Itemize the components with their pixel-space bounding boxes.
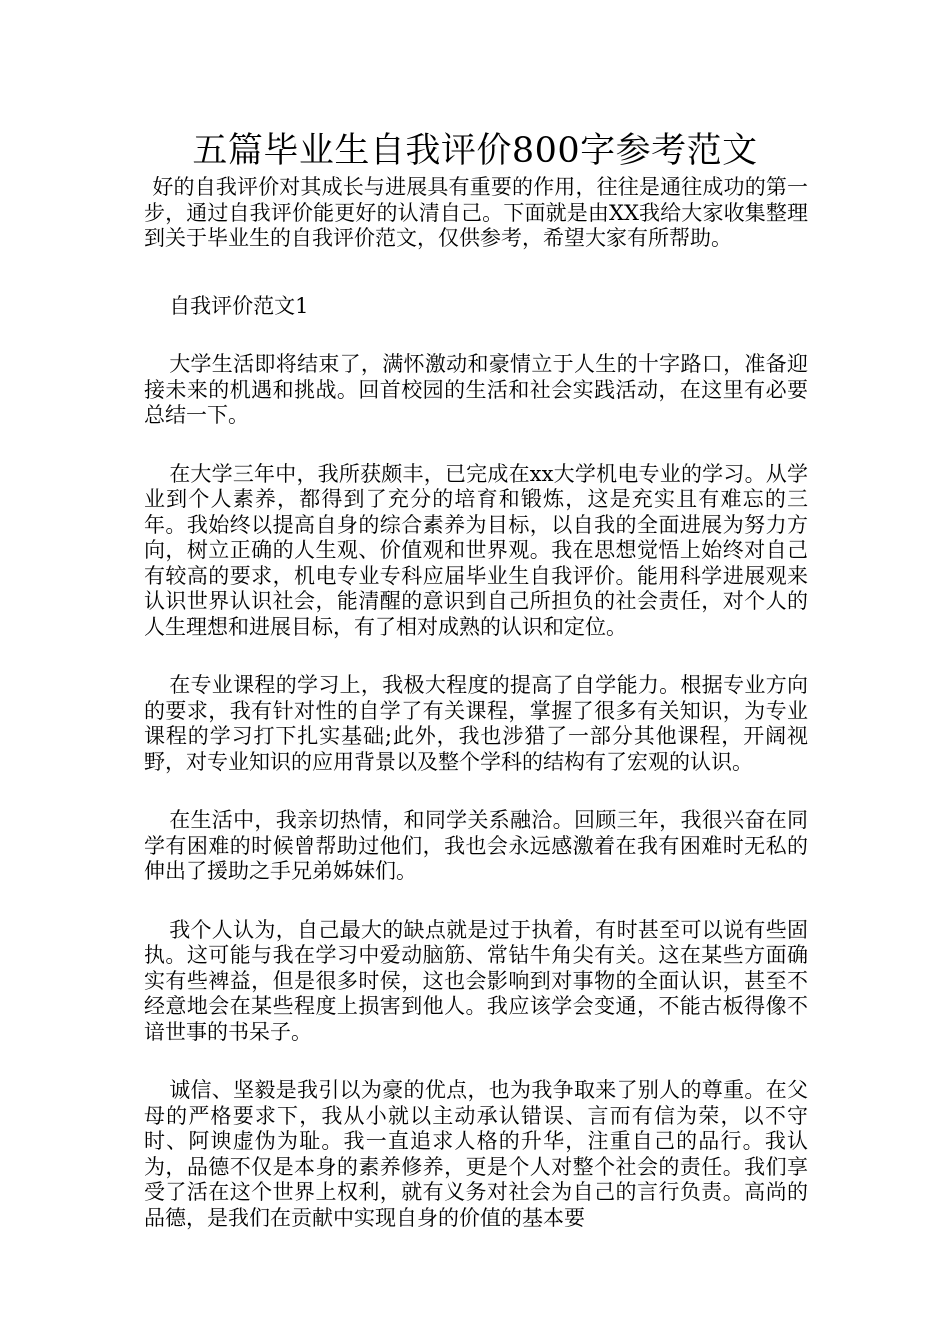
document-body: [144, 175, 808, 1231]
section-heading: 自我评价范文1: [169, 293, 309, 318]
intro-paragraph: 好的自我评价对其成长与进展具有重要的作用，往往是通往成功的第一步，通过自我评价能更好的认清自己。下面就是由XX我给大家收集整理到关于毕业生的自我评价范文，仅供参考，希望大家有所帮助。: [144, 175, 808, 250]
body-paragraph: 在专业课程的学习上，我极大程度的提高了自学能力。根据专业方向的要求，我有针对性的自学了有关课程，掌握了很多有关知识，为专业课程的学习打下扎实基础;此外，我也涉猎了一部分其他课程，开阔视野，对专业知识的应用背景以及整个学科的结构有了宏观的认识。: [144, 673, 808, 774]
body-paragraph: 大学生活即将结束了，满怀激动和豪情立于人生的十字路口，准备迎接未来的机遇和挑战。回首校园的生活和社会实践活动，在这里有必要总结一下。: [144, 352, 808, 427]
body-paragraph: 在生活中，我亲切热情，和同学关系融洽。回顾三年，我很兴奋在同学有困难的时候曾帮助过他们，我也会永远感激着在我有困难时无私的伸出了援助之手兄弟姊妹们。: [144, 808, 808, 883]
body-paragraph: 我个人认为，自己最大的缺点就是过于执着，有时甚至可以说有些固执。这可能与我在学习中爱动脑筋、常钻牛角尖有关。这在某些方面确实有些裨益，但是很多时侯，这也会影响到对事物的全面认识，甚至不经意地会在某些程度上损害到他人。我应该学会变通，不能古板得像不谙世事的书呆子。: [144, 917, 808, 1044]
document-title: 五篇毕业生自我评价800字参考范文: [192, 131, 758, 171]
body-paragraph: 诚信、坚毅是我引以为豪的优点，也为我争取来了别人的尊重。在父母的严格要求下，我从小就以主动承认错误、言而有信为荣，以不守时、阿谀虚伪为耻。我一直追求人格的升华，注重自己的品行。我认为，品德不仅是本身的素养修养，更是个人对整个社会的责任。我们享受了活在这个世界上权利，就有义务对社会为自己的言行负责。高尚的品德，是我们在贡献中实现自身的价值的基本要: [144, 1078, 808, 1230]
body-paragraph: 在大学三年中，我所获颇丰，已完成在xx大学机电专业的学习。从学业到个人素养，都得到了充分的培育和锻炼，这是充实且有难忘的三年。我始终以提高自身的综合素养为目标，以自我的全面进展为努力方向，树立正确的人生观、价值观和世界观。我在思想觉悟上始终对自己有较高的要求，机电专业专科应届毕业生自我评价。能用科学进展观来认识世界认识社会，能清醒的意识到自己所担负的社会责任，对个人的人生理想和进展目标，有了相对成熟的认识和定位。: [144, 461, 808, 639]
